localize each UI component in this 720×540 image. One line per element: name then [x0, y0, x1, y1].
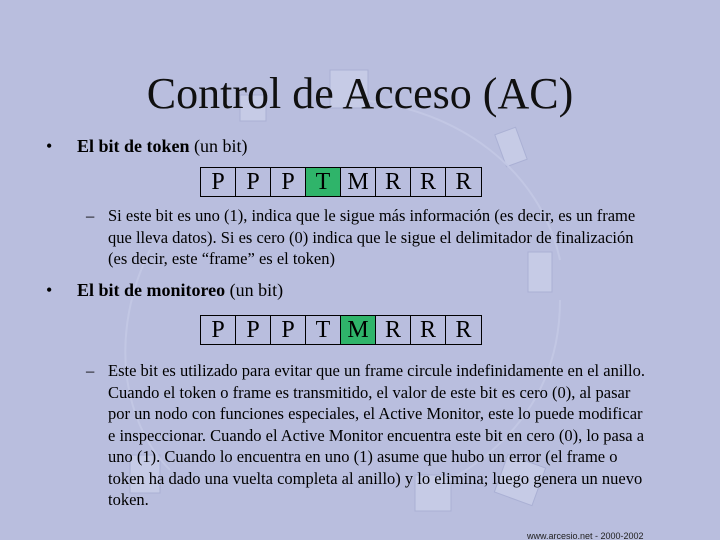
bit-cell-r: R	[411, 168, 446, 196]
bit-cell-t: T	[306, 316, 341, 344]
bit-cell-r: R	[455, 317, 472, 343]
bit-cell-p: P	[271, 168, 306, 196]
bit-cell-r: R	[376, 168, 411, 196]
bullet-text	[77, 135, 248, 157]
bit-cell-p: P	[201, 316, 236, 344]
bullet-marker: •	[46, 280, 53, 300]
footer-text: www.arcesio.net - 2000-2002	[527, 531, 644, 540]
sub-bullet-marker: –	[86, 361, 95, 380]
ac-byte-diagram-monitor	[200, 315, 482, 345]
sub-bullet-marker: –	[86, 206, 95, 225]
bullet-text	[77, 279, 283, 301]
slide-title: Control de Acceso (AC)	[146, 69, 574, 118]
bit-cell-r: R	[411, 316, 446, 344]
bullet-rest-text: (un bit)	[189, 136, 248, 156]
bit-cell-p: P	[201, 168, 236, 196]
bullet-bold-text: El bit de monitoreo	[77, 280, 226, 300]
bullet-rest-text: (un bit)	[225, 280, 284, 300]
bit-cell-r: R	[376, 316, 411, 344]
bit-cell-p: P	[271, 316, 306, 344]
bit-cell-p: P	[236, 168, 271, 196]
bit-cell-m: M	[341, 168, 376, 196]
bullet-bold-text: El bit de token	[77, 136, 190, 156]
bit-cell-r: R	[455, 169, 472, 195]
bit-cell-p: P	[236, 316, 271, 344]
bit-cell-m-highlighted: M	[341, 316, 376, 344]
ac-byte-diagram-token	[200, 167, 482, 197]
bullet-marker: •	[46, 136, 53, 156]
bit-cell-t-highlighted: T	[306, 168, 341, 196]
sub-bullet-text: Si este bit es uno (1), indica que le sigue más información (es decir, es un frame que lleva datos). Si es cero (0) indica que le sigue el delimitador de finalización (es decir, este “frame” es el token)	[108, 206, 636, 268]
sub-bullet-text: Este bit es utilizado para evitar que un frame circule indefinidamente en el anillo. Cuando el token o frame es transmitido, el valor de este bit es cero (0), al pasar por un nodo con funciones especiales, el Active Monitor, este lo puede modificar e inspeccionar. Cuando el Active Monitor encuentra este bit en cero (0), lo pasa a uno (1). Cuando lo encuentra en uno (1) asume que hubo un error (el frame o token ha dado una vuelta completa al anillo) y lo elimina; luego genera un nuevo token.	[108, 361, 645, 509]
